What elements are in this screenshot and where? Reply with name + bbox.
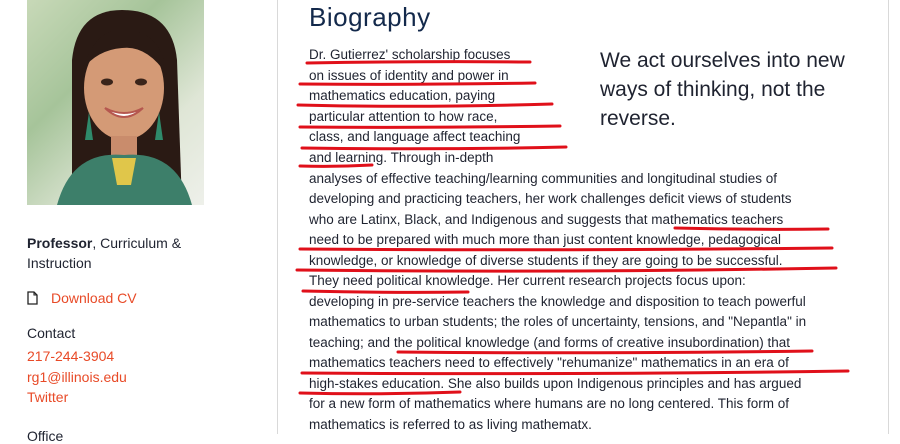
office-heading: Office [27,428,64,444]
bio-line: on issues of identity and power in [309,67,509,83]
document-icon [27,291,38,305]
portrait-illustration [27,0,204,205]
bio-line: mathematics teachers need to effectively "rehumanize" mathematics in an era of [309,355,789,370]
pull-quote: We act ourselves into new ways of thinking, not the reverse. [600,49,845,130]
bio-line: who are Latinx, Black, and Indigenous and suggests that mathematics teachers [309,211,784,227]
bio-line: developing in pre-service teachers the knowledge and disposition to teach powerful [309,293,806,309]
bio-line: Dr. Gutierrez' scholarship focuses [309,47,511,62]
bio-line: knowledge, or knowledge of diverse students if they are going to be successful. [309,252,783,268]
bio-line: and learning. Through in-depth [309,150,494,165]
bio-line: mathematics to urban students; the roles of uncertainty, tensions, and "Nepantla" in [309,314,807,329]
divider-left [277,0,278,434]
bio-paragraph-narrow [309,45,589,148]
bio-line: for a new form of mathematics where humans are no long centered. This form of [309,396,789,411]
bio-paragraph-wide [309,148,869,435]
download-cv-link[interactable]: Download CV [51,290,137,306]
divider-right [888,0,889,434]
profile-sidebar [0,0,260,444]
email-link[interactable]: rg1@illinois.edu [27,369,127,385]
bio-line: particular attention to how race, [309,108,498,124]
bio-line: developing and practicing teachers, her work challenges deficit views of students [309,191,792,206]
bio-line: analyses of effective teaching/learning communities and longitudinal studies of [309,170,778,186]
bio-line: teaching; and the political knowledge (and forms of creative insubordination) that [309,334,791,350]
bio-line: high-stakes education. She also builds upon Indigenous principles and has argued [309,375,802,391]
phone-link[interactable]: 217-244-3904 [27,348,115,364]
bio-line: mathematics education, paying [309,88,496,103]
profile-photo [27,0,204,205]
job-title-rest: , Curriculum & Instruction [27,235,182,271]
twitter-link[interactable]: Twitter [27,389,69,405]
biography-heading: Biography [309,2,431,32]
bio-line: need to be prepared with much more than just content knowledge, pedagogical [309,232,782,247]
bio-line: class, and language affect teaching [309,129,521,144]
bio-line: They need political knowledge. Her current research projects focus upon: [309,273,746,288]
download-cv[interactable] [27,288,137,308]
job-title-bold: Professor [27,235,93,251]
contact-heading: Contact [27,325,76,341]
bio-line: mathematics is referred to as living mathematx. [309,416,592,432]
job-title [27,233,227,273]
